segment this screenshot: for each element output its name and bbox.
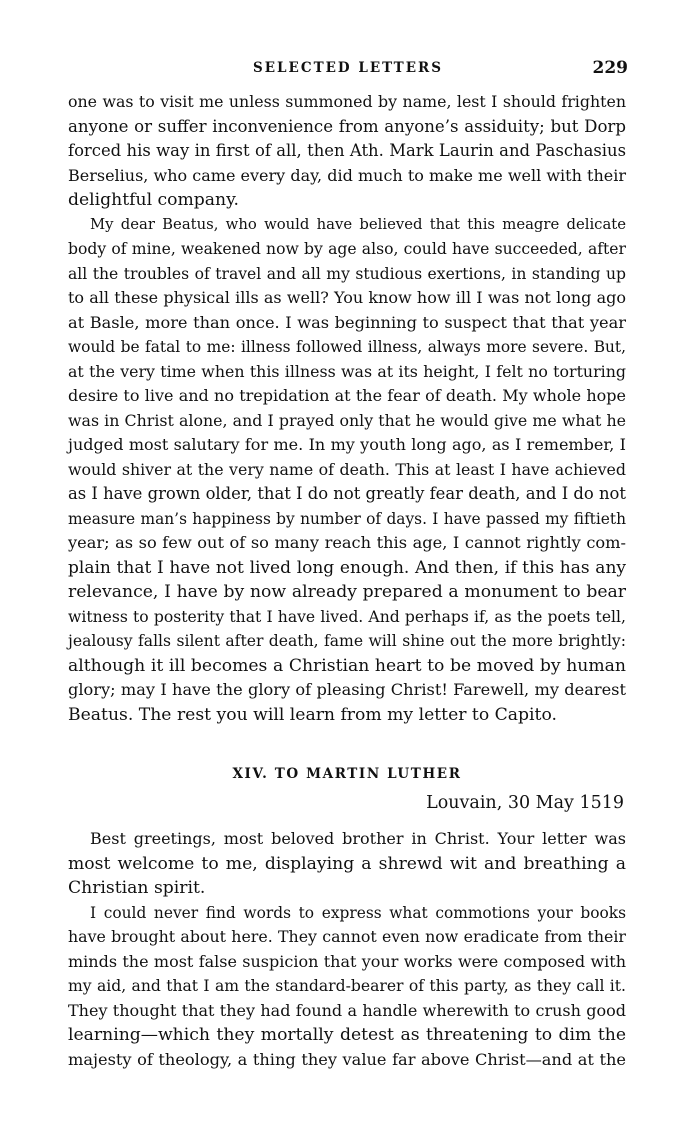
text-line: at Basle, more than once. I was beginning to suspect that that year (68, 312, 626, 332)
paragraph (68, 827, 626, 901)
text-line: Best greetings, most beloved brother in Christ. Your letter was (90, 829, 626, 848)
text-line: body of mine, weakened now by age also, could have succeeded, after (68, 240, 626, 258)
text-line: They thought that they had found a handle wherewith to crush good (68, 1000, 626, 1020)
text-line: delightful company. (68, 190, 240, 210)
running-head (68, 58, 628, 80)
text-line: anyone or suffer inconvenience from anyone’s assiduity; but Dorp (68, 116, 626, 136)
text-line: was in Christ alone, and I prayed only that he would give me what he (68, 410, 626, 430)
paragraph (68, 90, 626, 213)
text-line: Beatus. The rest you will learn from my letter to Capito. (68, 704, 557, 725)
letter-xiii-closing (68, 90, 626, 727)
text-line: although it ill becomes a Christian heart to be moved by human (68, 655, 626, 676)
page-number: 229 (592, 58, 628, 78)
text-line: one was to visit me unless summoned by name, lest I should frighten (68, 92, 626, 111)
text-line: Berselius, who came every day, did much to make me well with their (68, 165, 626, 185)
text-line: would be fatal to me: illness followed illness, always more severe. But, (68, 338, 626, 356)
text-line: as I have grown older, that I do not greatly fear death, and I do not (68, 484, 627, 503)
text-line: glory; may I have the glory of pleasing Christ! Farewell, my dearest (68, 680, 626, 699)
running-title: SELECTED LETTERS (253, 60, 443, 76)
text-line: desire to live and no trepidation at the fear of death. My whole hope (68, 386, 626, 405)
text-line: Christian spirit. (68, 878, 206, 898)
text-line: relevance, I have by now already prepared a monument to bear (68, 582, 626, 602)
text-line: judged most salutary for me. In my youth long ago, as I remember, I (68, 435, 626, 454)
letter-xiv-body (68, 827, 626, 1072)
text-line: all the troubles of travel and all my studious exertions, in standing up (68, 264, 626, 283)
text-line: majesty of theology, a thing they value far above Christ—and at the (68, 1049, 626, 1069)
text-line: witness to posterity that I have lived. And perhaps if, as the poets tell, (68, 607, 626, 626)
letter-dateline: Louvain, 30 May 1519 (426, 793, 624, 813)
section-heading: XIV. TO MARTIN LUTHER (232, 766, 462, 782)
text-line: measure man’s happiness by number of days. I have passed my fiftieth (68, 509, 626, 528)
text-line: have brought about here. They cannot even now eradicate from their (68, 927, 626, 946)
text-line: forced his way in first of all, then Ath. Mark Laurin and Paschasius (68, 141, 626, 160)
text-line: jealousy falls silent after death, fame will shine out the more brightly: (68, 632, 626, 650)
text-line: at the very time when this illness was at its height, I felt no torturing (68, 361, 626, 381)
text-line: would shiver at the very name of death. This at least I have achieved (68, 459, 626, 479)
text-line: my aid, and that I am the standard-bearer of this party, as they call it. (68, 977, 626, 995)
paragraph (68, 213, 626, 728)
text-line: most welcome to me, displaying a shrewd wit and breathing a (68, 853, 626, 874)
text-line: learning—which they mortally detest as threatening to dim the (68, 1025, 626, 1045)
text-line: to all these physical ills as well? You know how ill I was not long ago (68, 288, 626, 307)
text-line: My dear Beatus, who would have believed that this meagre delicate (90, 215, 626, 233)
text-line: minds the most false suspicion that your works were composed with (68, 951, 626, 971)
text-line: plain that I have not lived long enough. And then, if this has any (68, 557, 626, 578)
text-line: I could never find words to express what commotions your books (90, 903, 626, 922)
text-line: year; as so few out of so many reach this age, I cannot rightly com- (68, 533, 626, 552)
paragraph (68, 901, 626, 1073)
